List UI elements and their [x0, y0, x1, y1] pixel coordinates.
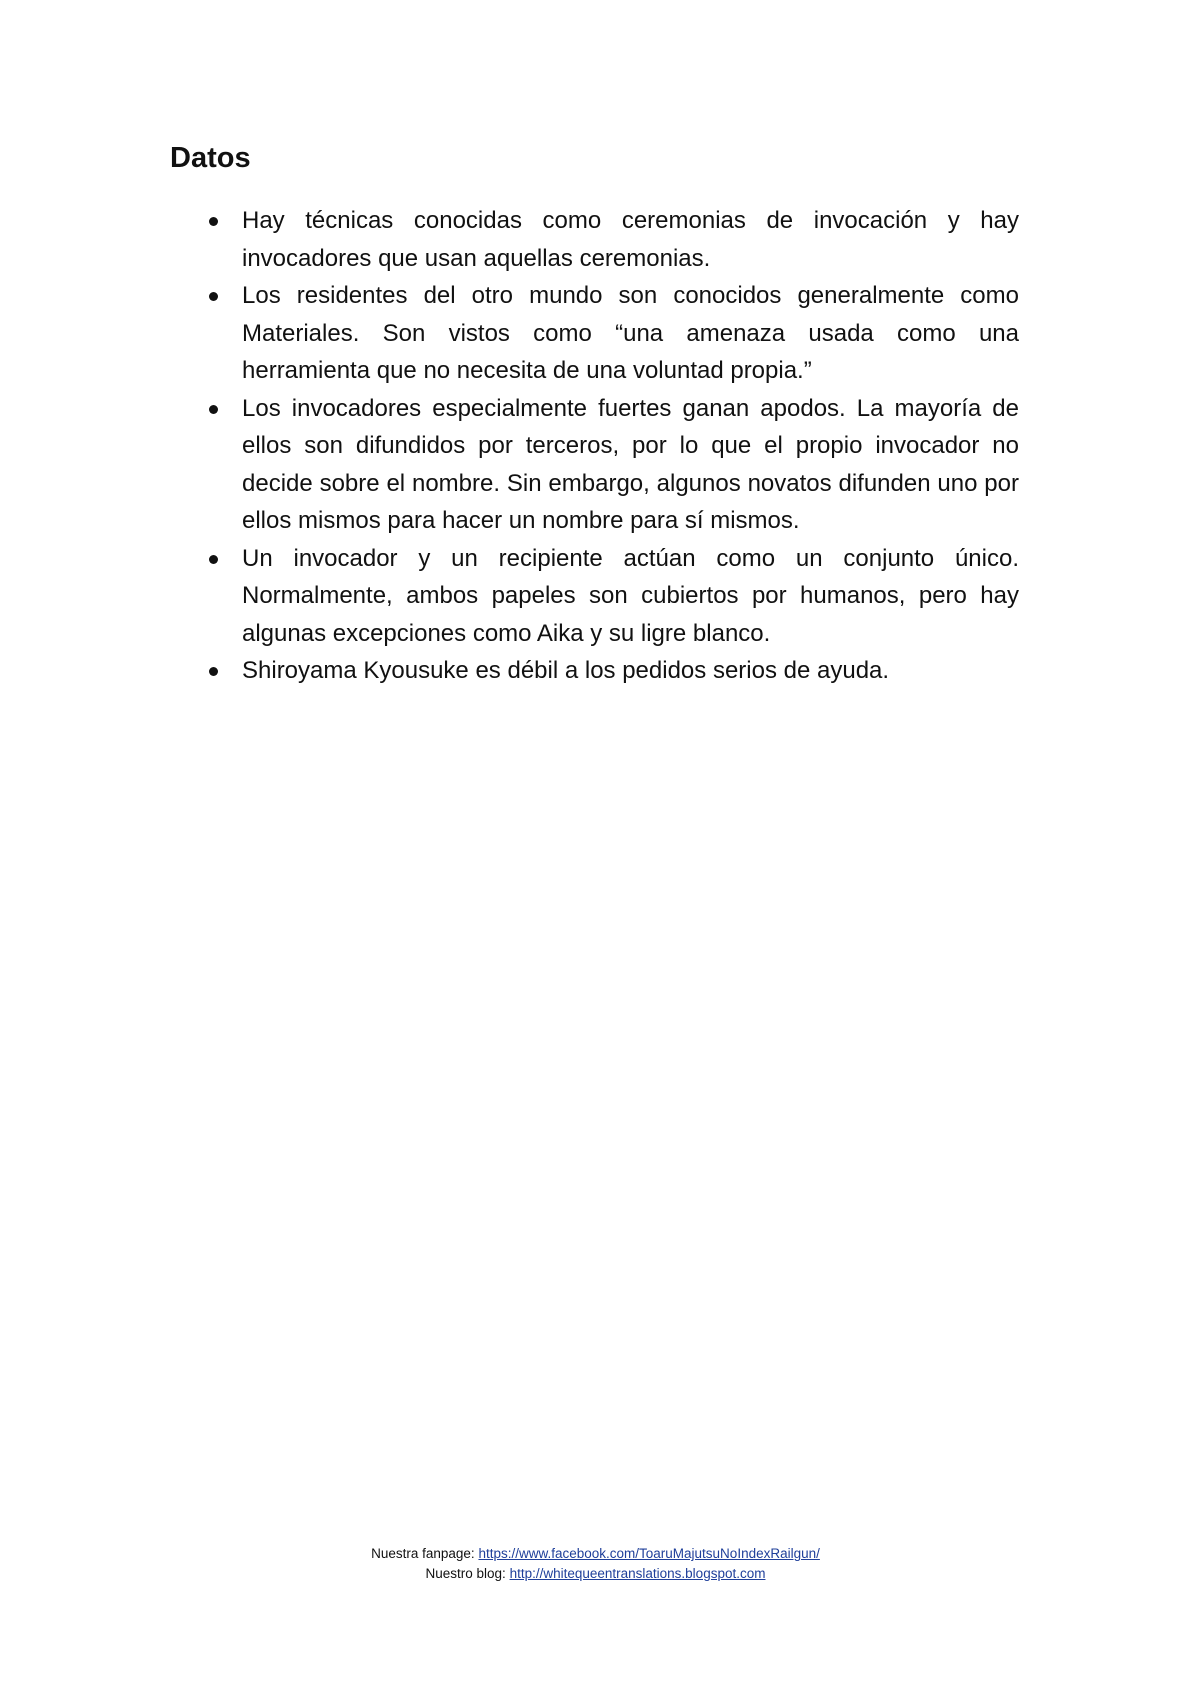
bullet-icon: [209, 555, 218, 564]
fanpage-label: Nuestra fanpage:: [371, 1546, 475, 1561]
blog-link[interactable]: http://whitequeentranslations.blogspot.com: [509, 1566, 766, 1581]
fact-item: [204, 540, 1019, 653]
facts-list: [204, 202, 1019, 690]
page-footer: [0, 1544, 1191, 1584]
blog-line: [0, 1564, 1191, 1584]
fact-item: [204, 277, 1019, 390]
fact-text: Un invocador y un recipiente actúan como un conjunto único. Normalmente, ambos papeles son cubiertos por humanos, pero hay algunas excepciones como Aika y su ligre blanco.: [242, 544, 1019, 647]
fact-text: Los residentes del otro mundo son conocidos generalmente como Materiales. Son vistos como “una amenaza usada como una herramienta que no necesita de una voluntad propia.”: [242, 282, 1019, 384]
fact-item: [204, 390, 1019, 540]
fact-text: Shiroyama Kyousuke es débil a los pedidos serios de ayuda.: [242, 657, 890, 684]
page-heading: Datos: [170, 142, 251, 174]
bullet-icon: [209, 667, 218, 676]
fact-item: [204, 202, 1019, 277]
bullet-icon: [209, 217, 218, 226]
bullet-icon: [209, 292, 218, 301]
bullet-icon: [209, 405, 218, 414]
blog-label: Nuestro blog:: [425, 1566, 506, 1581]
fanpage-line: [0, 1544, 1191, 1564]
fact-text: Hay técnicas conocidas como ceremonias de invocación y hay invocadores que usan aquellas ceremonias.: [242, 207, 1019, 272]
fanpage-link[interactable]: https://www.facebook.com/ToaruMajutsuNoIndexRailgun/: [478, 1546, 820, 1561]
fact-text: Los invocadores especialmente fuertes ganan apodos. La mayoría de ellos son difundidos por terceros, por lo que el propio invocador no decide sobre el nombre. Sin embargo, algunos novatos difunden uno por ellos mismos para hacer un nombre para sí mismos.: [242, 394, 1019, 534]
fact-item: [204, 652, 1019, 690]
